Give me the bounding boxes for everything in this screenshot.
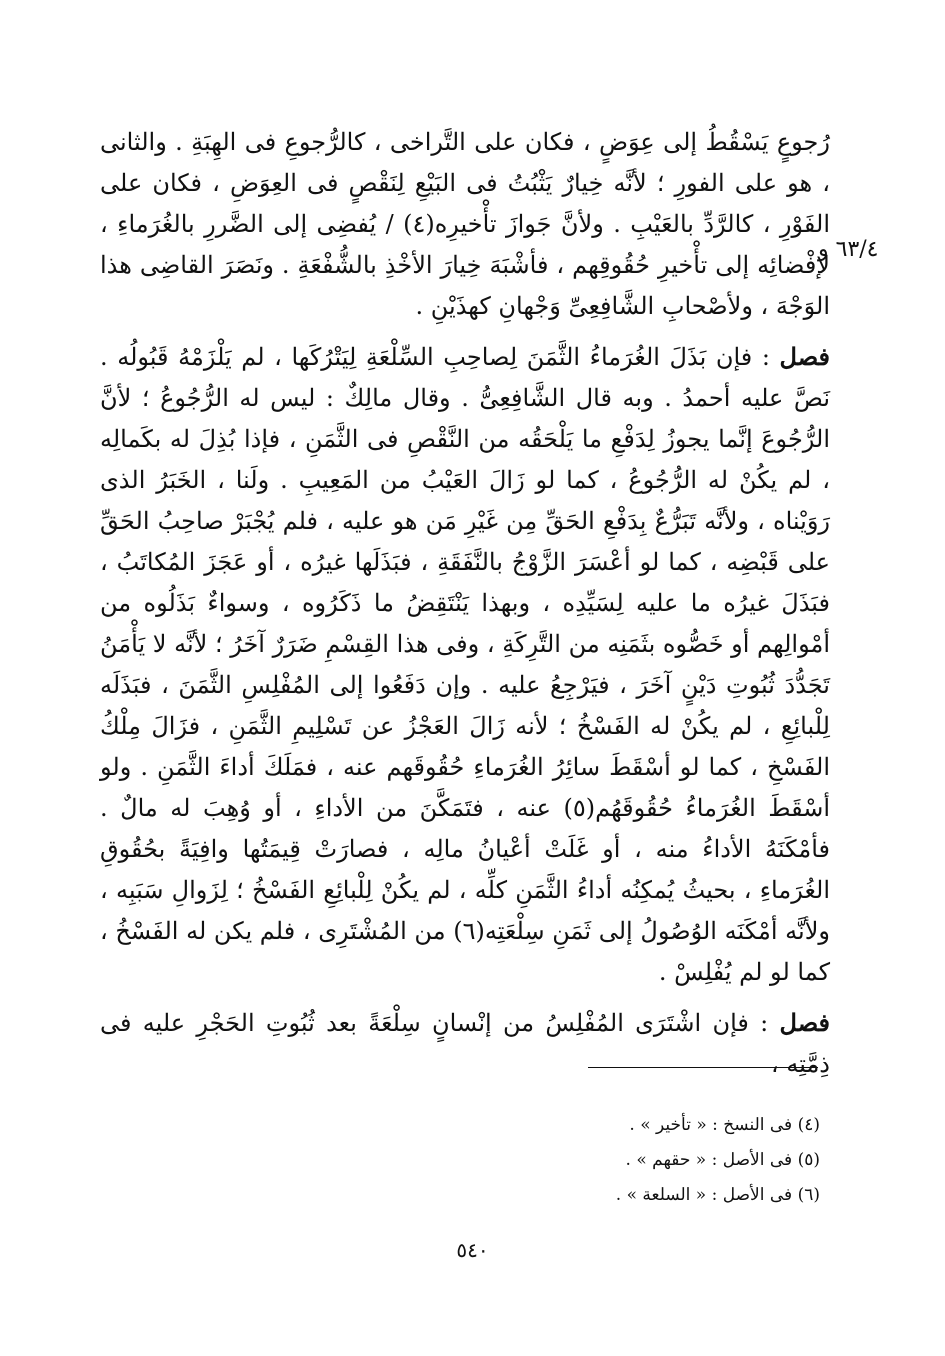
footnote-5: (٥) فى الأصل : « حقهم » .	[625, 1150, 820, 1170]
main-text	[100, 122, 830, 1085]
section-label: فصل	[779, 342, 830, 371]
paragraph-1	[100, 122, 830, 327]
paragraph-3-text: : فإن اشْتَرَى المُفْلِسُ من إنْسانٍ سِلْعَةً بعد ثُبُوتِ الحَجْرِ عليه فى ذِمَّتِه ،	[100, 1009, 830, 1078]
paragraph-2-text: : فإن بَذَلَ الغُرَماءُ الثَّمَنَ لِصاحِبِ السِّلْعَةِ لِيَتْرُكَها ، لم يَلْزَمْهُ قَبُولُه . نَصَّ عليه أحمدُ . وبه قال الشَّافِعِىُّ . وقال مالِكٌ : ليس له الرُّجُوعُ ؛ لأنَّ الرُّجُوعَ إنَّما يجوزُ لِدَفْعِ ما يَلْحَقُه من النَّقْصِ فى الثَّمَنِ ، فإذا بُذِلَ له بكَمالِه ، لم يكُنْ له الرُّجُوعُ ، كما لو زَالَ العَيْبُ من المَعِيبِ . ولَنا ، الخَبَرُ الذى رَوَيْناه ، ولأنَّه تَبَرُّعٌ بِدَفْعِ الحَقِّ مِن غَيْرِ مَن هو عليه ، فلم يُجْبَرْ صاحِبُ الحَقِّ على قَبْضِه ، كما لو أعْسَرَ الزَّوْجُ بالنَّفَقَةِ ، فبَذَلَها غيرُه ، أو عَجَزَ المُكاتَبُ ، فبَذَلَ غيرُه ما عليه لِسَيِّدِه ، وبهذا يَنْتَقِضُ ما ذَكَرُوه ، وسواءٌ بَذَلُوه من أمْوالِهم أو خَصُّوه بثَمَنِه من التَّرِكَةِ ، وفى هذا القِسْمِ ضَرَرٌ آخَرُ ؛ لأنَّه لا يَأْمَنُ تَجَدُّدَ ثُبُوتِ دَيْنٍ آخَرَ ، فيَرْجِعُ عليه . وإن دَفَعُوا إلى المُفْلِسِ الثَّمَنَ ، فبَذَلَه لِلْبائِعِ ، لم يكُنْ له الفَسْخُ ؛ لأنه زَالَ العَجْزُ عن تَسْلِيمِ الثَّمَنِ ، فزَالَ مِلْكُ الفَسْخِ ، كما لو أسْقَطَ سائِرُ الغُرَماءِ حُقُوقَهم عنه ، فمَلَكَ أداءَ الثَّمَنِ . ولو أسْقَطَ الغُرَماءُ حُقُوقَهُم(٥) عنه ، فتَمَكَّنَ من الأداءِ ، أو وُهِبَ له مالٌ . فأمْكَنَهُ الأداءُ منه ، أو غَلَتْ أعْيانُ مالِه ، فصارَتْ قِيمَتُها وافِيَةً بحُقُوقِ الغُرَماءِ ، بحيثُ يُمكِنُه أداءُ الثَّمَنِ كلِّه ، لم يكُنْ لِلْبائِعِ الفَسْخُ ؛ لِزَوالِ سَبَبِه ، ولأنَّه أمْكَنَه الوُصُولُ إلى ثَمَنِ سِلْعَتِه(٦) من المُشْتَرِى ، فلم يكن له الفَسْخُ ، كما لو لم يُفْلِسْ .	[100, 343, 831, 986]
section-label: فصل	[779, 1008, 830, 1037]
paragraph-3	[100, 1002, 830, 1085]
paragraph-2	[100, 336, 830, 993]
footnote-divider	[588, 1067, 818, 1068]
footnotes	[420, 1108, 820, 1213]
footnote-6: (٦) فى الأصل : « السلعة » .	[615, 1185, 820, 1205]
footnote-4: (٤) فى النسخ : « تأخير » .	[629, 1115, 820, 1135]
page-number: ٥٤٠	[456, 1238, 489, 1262]
margin-reference: ٦٣/٤ و	[818, 237, 879, 262]
paragraph-1-text: رُجوعٍ يَسْقُطُ إلى عِوَضٍ ، فكان على التَّراخى ، كالرُّجوعِ فى الهِبَةِ . والثانى ، هو على الفورِ ؛ لأنَّه خِيارٌ يَثْبُتُ فى البَيْعِ لِنَقْصٍ فى العِوَضِ ، فكان على الفَوْرِ ، كالرَّدِّ بالعَيْبِ . ولأنَّ جَوازَ تأْخيرِه(٤) / يُفضِى إلى الضَّررِ بالغُرَماءِ ، لإفْضائِه إلى تأْخيرِ حُقُوقِهم ، فأشْبَهَ خِيارَ الأخْذِ بالشُّفْعَةِ . ونَصَرَ القاضِى هذا الوَجْهَ ، ولأصْحابِ الشَّافِعِىِّ وَجْهانِ كهذَيْنِ .	[100, 128, 831, 320]
